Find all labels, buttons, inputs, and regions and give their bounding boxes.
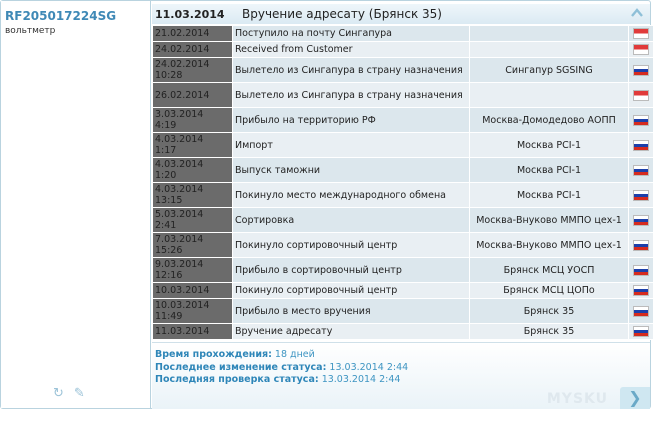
event-date — [153, 133, 233, 158]
table-row — [153, 133, 653, 158]
event-date-text: 21.02.2014 — [155, 28, 210, 39]
last-change-label: Последнее изменение статуса: — [155, 362, 327, 373]
event-text: Вылетело из Сингапура в страну назначения — [233, 83, 470, 108]
event-flag — [629, 83, 653, 108]
singapore-flag-icon — [633, 90, 649, 101]
refresh-icon[interactable]: ↻ — [53, 386, 64, 401]
history-panel — [152, 1, 650, 408]
event-flag — [629, 283, 653, 299]
parcel-description: вольтметр — [5, 26, 56, 36]
russia-flag-icon — [633, 285, 649, 296]
event-date-text: 10.03.2014 — [155, 285, 210, 296]
event-text: Вылетело из Сингапура в страну назначения — [233, 58, 470, 83]
event-flag — [629, 258, 653, 283]
event-date — [153, 26, 233, 42]
singapore-flag-icon — [633, 28, 649, 39]
event-text: Покинуло сортировочный центр — [233, 283, 470, 299]
parcel-panel — [1, 1, 151, 408]
event-flag — [629, 42, 653, 58]
event-text: Покинуло сортировочный центр — [233, 233, 470, 258]
event-flag — [629, 299, 653, 324]
table-row — [153, 283, 653, 299]
singapore-flag-icon — [633, 44, 649, 55]
event-flag — [629, 26, 653, 42]
russia-flag-icon — [633, 65, 649, 76]
event-text: Прибыло в сортировочный центр — [233, 258, 470, 283]
event-date-text: 3.03.2014 — [155, 109, 204, 120]
event-time: 13:15 — [155, 195, 183, 206]
last-change-value: 13.03.2014 2:44 — [329, 362, 409, 373]
event-flag — [629, 233, 653, 258]
event-date-text: 26.02.2014 — [155, 89, 210, 101]
event-date-text: 7.03.2014 — [155, 234, 204, 245]
event-time: 1:17 — [155, 145, 177, 156]
event-place: Москва PCI-1 — [470, 133, 629, 158]
transit-row — [155, 349, 315, 360]
status-header — [152, 4, 650, 24]
next-button[interactable] — [620, 387, 650, 409]
event-place: Москва-Внуково ММПО цех-1 — [470, 208, 629, 233]
event-place: Брянск 35 — [470, 299, 629, 324]
table-row — [153, 258, 653, 283]
event-place: Сингапур SGSING — [470, 58, 629, 83]
table-row — [153, 83, 653, 108]
last-check-label: Последняя проверка статуса: — [155, 374, 319, 385]
event-date — [153, 158, 233, 183]
russia-flag-icon — [633, 265, 649, 276]
last-check-value: 13.03.2014 2:44 — [321, 374, 401, 385]
event-time: 12:16 — [155, 270, 183, 281]
table-row — [153, 58, 653, 83]
watermark: MYSKU — [546, 391, 608, 407]
table-row — [153, 233, 653, 258]
table-row — [153, 208, 653, 233]
event-date-text: 4.03.2014 — [155, 159, 204, 170]
event-date — [153, 108, 233, 133]
table-row — [153, 42, 653, 58]
event-date — [153, 299, 233, 324]
event-date-text: 11.03.2014 — [155, 326, 210, 337]
edit-icon[interactable]: ✎ — [73, 386, 85, 401]
chevron-up-icon[interactable] — [630, 6, 644, 20]
chevron-right-icon: ❯ — [628, 388, 642, 407]
russia-flag-icon — [633, 215, 649, 226]
last-change-row — [155, 362, 408, 373]
events-table — [152, 25, 653, 340]
event-flag — [629, 158, 653, 183]
event-time: 4:19 — [155, 120, 177, 131]
event-date — [153, 58, 233, 83]
russia-flag-icon — [633, 140, 649, 151]
event-date — [153, 283, 233, 299]
table-row — [153, 299, 653, 324]
event-flag — [629, 183, 653, 208]
event-text: Сортировка — [233, 208, 470, 233]
event-flag — [629, 58, 653, 83]
event-text: Received from Customer — [233, 42, 470, 58]
table-row — [153, 158, 653, 183]
event-flag — [629, 133, 653, 158]
event-date — [153, 324, 233, 340]
table-row — [153, 108, 653, 133]
event-date-text: 9.03.2014 — [155, 259, 204, 270]
table-row — [153, 183, 653, 208]
event-time: 1:20 — [155, 170, 177, 181]
event-date-text: 10.03.2014 — [155, 300, 210, 311]
event-text: Вручение адресату — [233, 324, 470, 340]
event-date-text: 4.03.2014 — [155, 184, 204, 195]
event-date — [153, 233, 233, 258]
russia-flag-icon — [633, 165, 649, 176]
event-date — [153, 258, 233, 283]
status-date: 11.03.2014 — [155, 8, 225, 21]
event-date-text: 5.03.2014 — [155, 209, 204, 220]
tracking-number[interactable]: RF205017224SG — [5, 9, 117, 23]
event-text: Импорт — [233, 133, 470, 158]
table-row — [153, 324, 653, 340]
event-place: Брянск 35 — [470, 324, 629, 340]
event-place: Москва PCI-1 — [470, 183, 629, 208]
event-place: Брянск МСЦ УОСП — [470, 258, 629, 283]
last-check-row — [155, 374, 400, 385]
event-date — [153, 42, 233, 58]
event-text: Покинуло место международного обмена — [233, 183, 470, 208]
event-flag — [629, 208, 653, 233]
event-date-text: 24.02.2014 — [155, 44, 210, 55]
parcel-actions — [53, 387, 85, 401]
event-flag — [629, 324, 653, 340]
event-place — [470, 26, 629, 42]
event-date-text: 24.02.2014 — [155, 59, 210, 70]
event-place: Москва-Домодедово АОПП — [470, 108, 629, 133]
event-time: 11:49 — [155, 311, 183, 322]
table-row — [153, 26, 653, 42]
event-text: Прибыло на территорию РФ — [233, 108, 470, 133]
russia-flag-icon — [633, 306, 649, 317]
event-flag — [629, 108, 653, 133]
russia-flag-icon — [633, 326, 649, 337]
event-place: Москва-Внуково ММПО цех-1 — [470, 233, 629, 258]
russia-flag-icon — [633, 240, 649, 251]
status-text: Вручение адресату (Брянск 35) — [242, 7, 442, 21]
summary — [152, 342, 650, 409]
event-place — [470, 83, 629, 108]
event-place — [470, 42, 629, 58]
event-date-text: 4.03.2014 — [155, 134, 204, 145]
russia-flag-icon — [633, 115, 649, 126]
event-time: 10:28 — [155, 70, 183, 81]
transit-value: 18 дней — [274, 349, 315, 360]
event-text: Выпуск таможни — [233, 158, 470, 183]
event-place: Москва PCI-1 — [470, 158, 629, 183]
event-time: 15:26 — [155, 245, 183, 256]
event-time: 2:41 — [155, 220, 177, 231]
event-text: Прибыло в место вручения — [233, 299, 470, 324]
event-place: Брянск МСЦ ЦОПо — [470, 283, 629, 299]
transit-label: Время прохождения: — [155, 349, 272, 360]
event-text: Поступило на почту Сингапура — [233, 26, 470, 42]
event-date — [153, 208, 233, 233]
russia-flag-icon — [633, 190, 649, 201]
event-date — [153, 83, 233, 108]
event-date — [153, 183, 233, 208]
